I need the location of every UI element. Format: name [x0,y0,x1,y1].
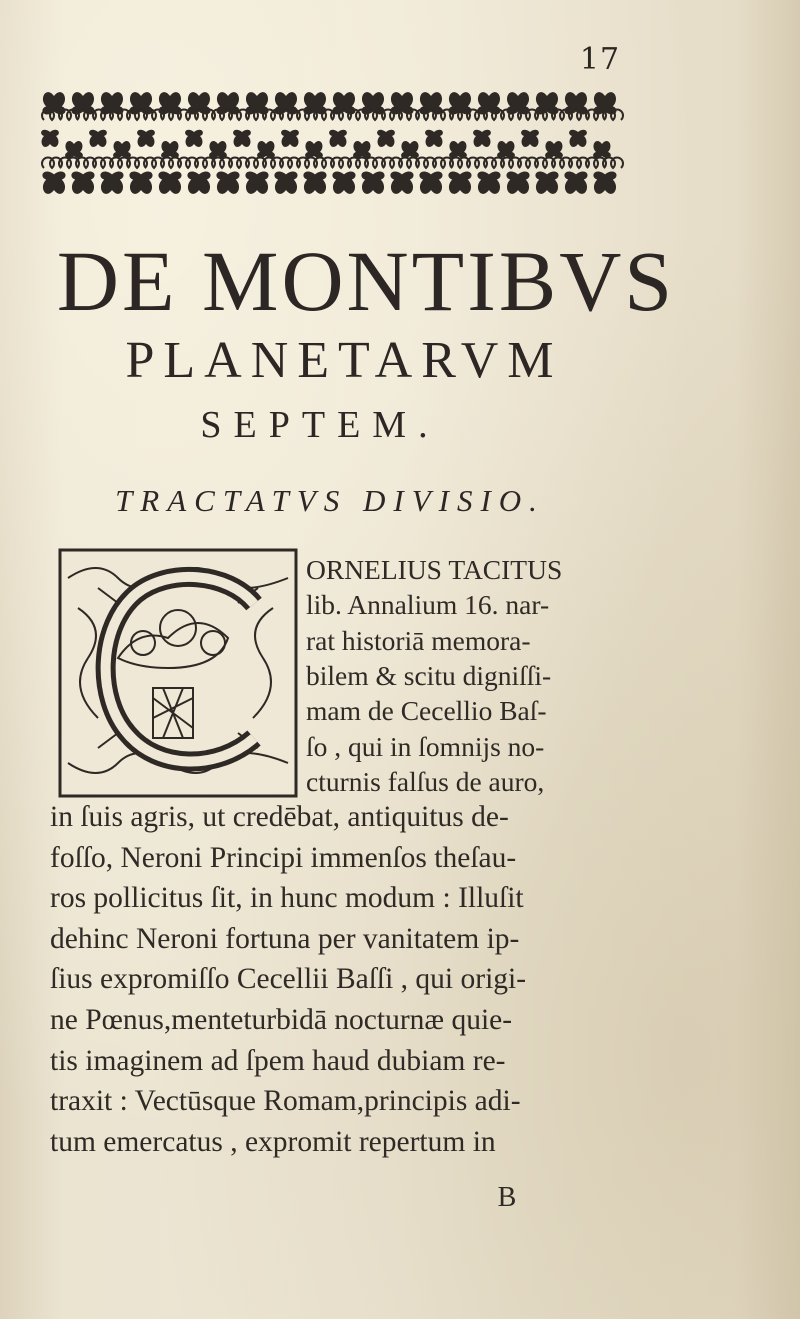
fleuron-glyph [89,130,107,147]
fleuron-glyph [593,141,611,158]
text-line: ros pollicitus ſit, in hunc modum : Illuſit [50,882,524,915]
text-line: tis imaginem ad ſpem haud dubiam re- [50,1044,506,1077]
fleuron-glyph [449,141,467,158]
title-line-1: DE MONTIBVS [56,233,676,329]
fleuron-glyph [535,172,558,194]
fleuron-glyph [425,130,443,147]
fleuron-glyph [545,141,563,158]
fleuron-glyph [477,92,500,114]
fleuron-glyph [257,141,275,158]
fleuron-glyph [216,92,239,114]
fleuron-glyph [100,172,123,194]
text-line: dehinc Neroni fortuna per vanitatem ip- [50,922,520,955]
title-line-2: PLANETARVM [125,332,563,389]
fleuron-glyph [129,172,152,194]
fleuron-glyph [65,141,83,158]
fleuron-glyph [497,141,515,158]
decorated-initial-c [58,548,298,798]
text-line: rat historiā memora- [306,624,531,656]
fleuron-glyph [187,172,210,194]
fleuron-glyph [42,172,65,194]
fleuron-glyph [137,130,155,147]
fleuron-glyph [477,172,500,194]
section-heading: TRACTATVS DIVISIO. [115,483,545,518]
fleuron-glyph [274,172,297,194]
fleuron-glyph [419,92,442,114]
text-line: bilem & scitu digniſſi- [306,659,552,691]
fleuron-glyph [377,130,395,147]
fleuron-glyph [473,130,491,147]
fleuron-glyph [390,172,413,194]
fleuron-glyph [401,141,419,158]
text-line: ne Pœnus,menteturbidā nocturnæ quie- [50,1004,513,1036]
text-line: mam de Cecellio Baſ- [306,695,547,727]
text-line: traxit : Vectūsque Romam,principis adi- [50,1085,521,1118]
fleuron-glyph [564,92,587,114]
fleuron-glyph [419,172,442,194]
text-line: foſſo, Neroni Principi immenſos theſau- [50,841,517,874]
text-line: tum emercatus , expromit repertum in [50,1125,496,1158]
text-line: cturnis falſus de auro, [306,765,545,797]
fleuron-glyph [209,141,227,158]
fleuron-glyph [187,92,210,114]
fleuron-glyph [41,130,59,147]
fleuron-glyph [564,172,587,194]
fleuron-glyph [332,92,355,114]
fleuron-glyph [161,141,179,158]
fleuron-glyph [274,92,297,114]
text-line: ſo , qui in ſomnijs no- [306,730,545,762]
fleuron-glyph [521,130,539,147]
fleuron-glyph [233,130,251,147]
fleuron-glyph [353,141,371,158]
fleuron-glyph [329,130,347,147]
fleuron-glyph [593,172,616,194]
fleuron-glyph [361,172,384,194]
fleuron-glyph [569,130,587,147]
fleuron-glyph [216,172,239,194]
fleuron-glyph [506,172,529,194]
text-line: ſius expromiſſo Cecellii Baſſi , qui origi- [50,963,527,996]
fleuron-glyph [71,172,94,194]
text-line: in ſuis agris, ut credēbat, antiquitus de- [50,801,509,833]
fleuron-glyph [448,172,471,194]
fleuron-glyph [281,130,299,147]
fleuron-ornament-band [38,82,624,214]
title-line-3: SEPTEM. [200,404,440,446]
page-number: 17 [579,42,621,77]
catchword: B [497,1182,517,1213]
fleuron-glyph [305,141,323,158]
fleuron-glyph [245,172,268,194]
fleuron-glyph [129,92,152,114]
fleuron-glyph [158,172,181,194]
fleuron-glyph [113,141,131,158]
fleuron-glyph [332,172,355,194]
text-line: lib. Annalium 16. nar- [306,589,550,621]
text-line: ORNELIUS TACITUS [306,554,563,585]
fleuron-glyph [303,172,326,194]
fleuron-glyph [71,92,94,114]
fleuron-glyph [185,130,203,147]
